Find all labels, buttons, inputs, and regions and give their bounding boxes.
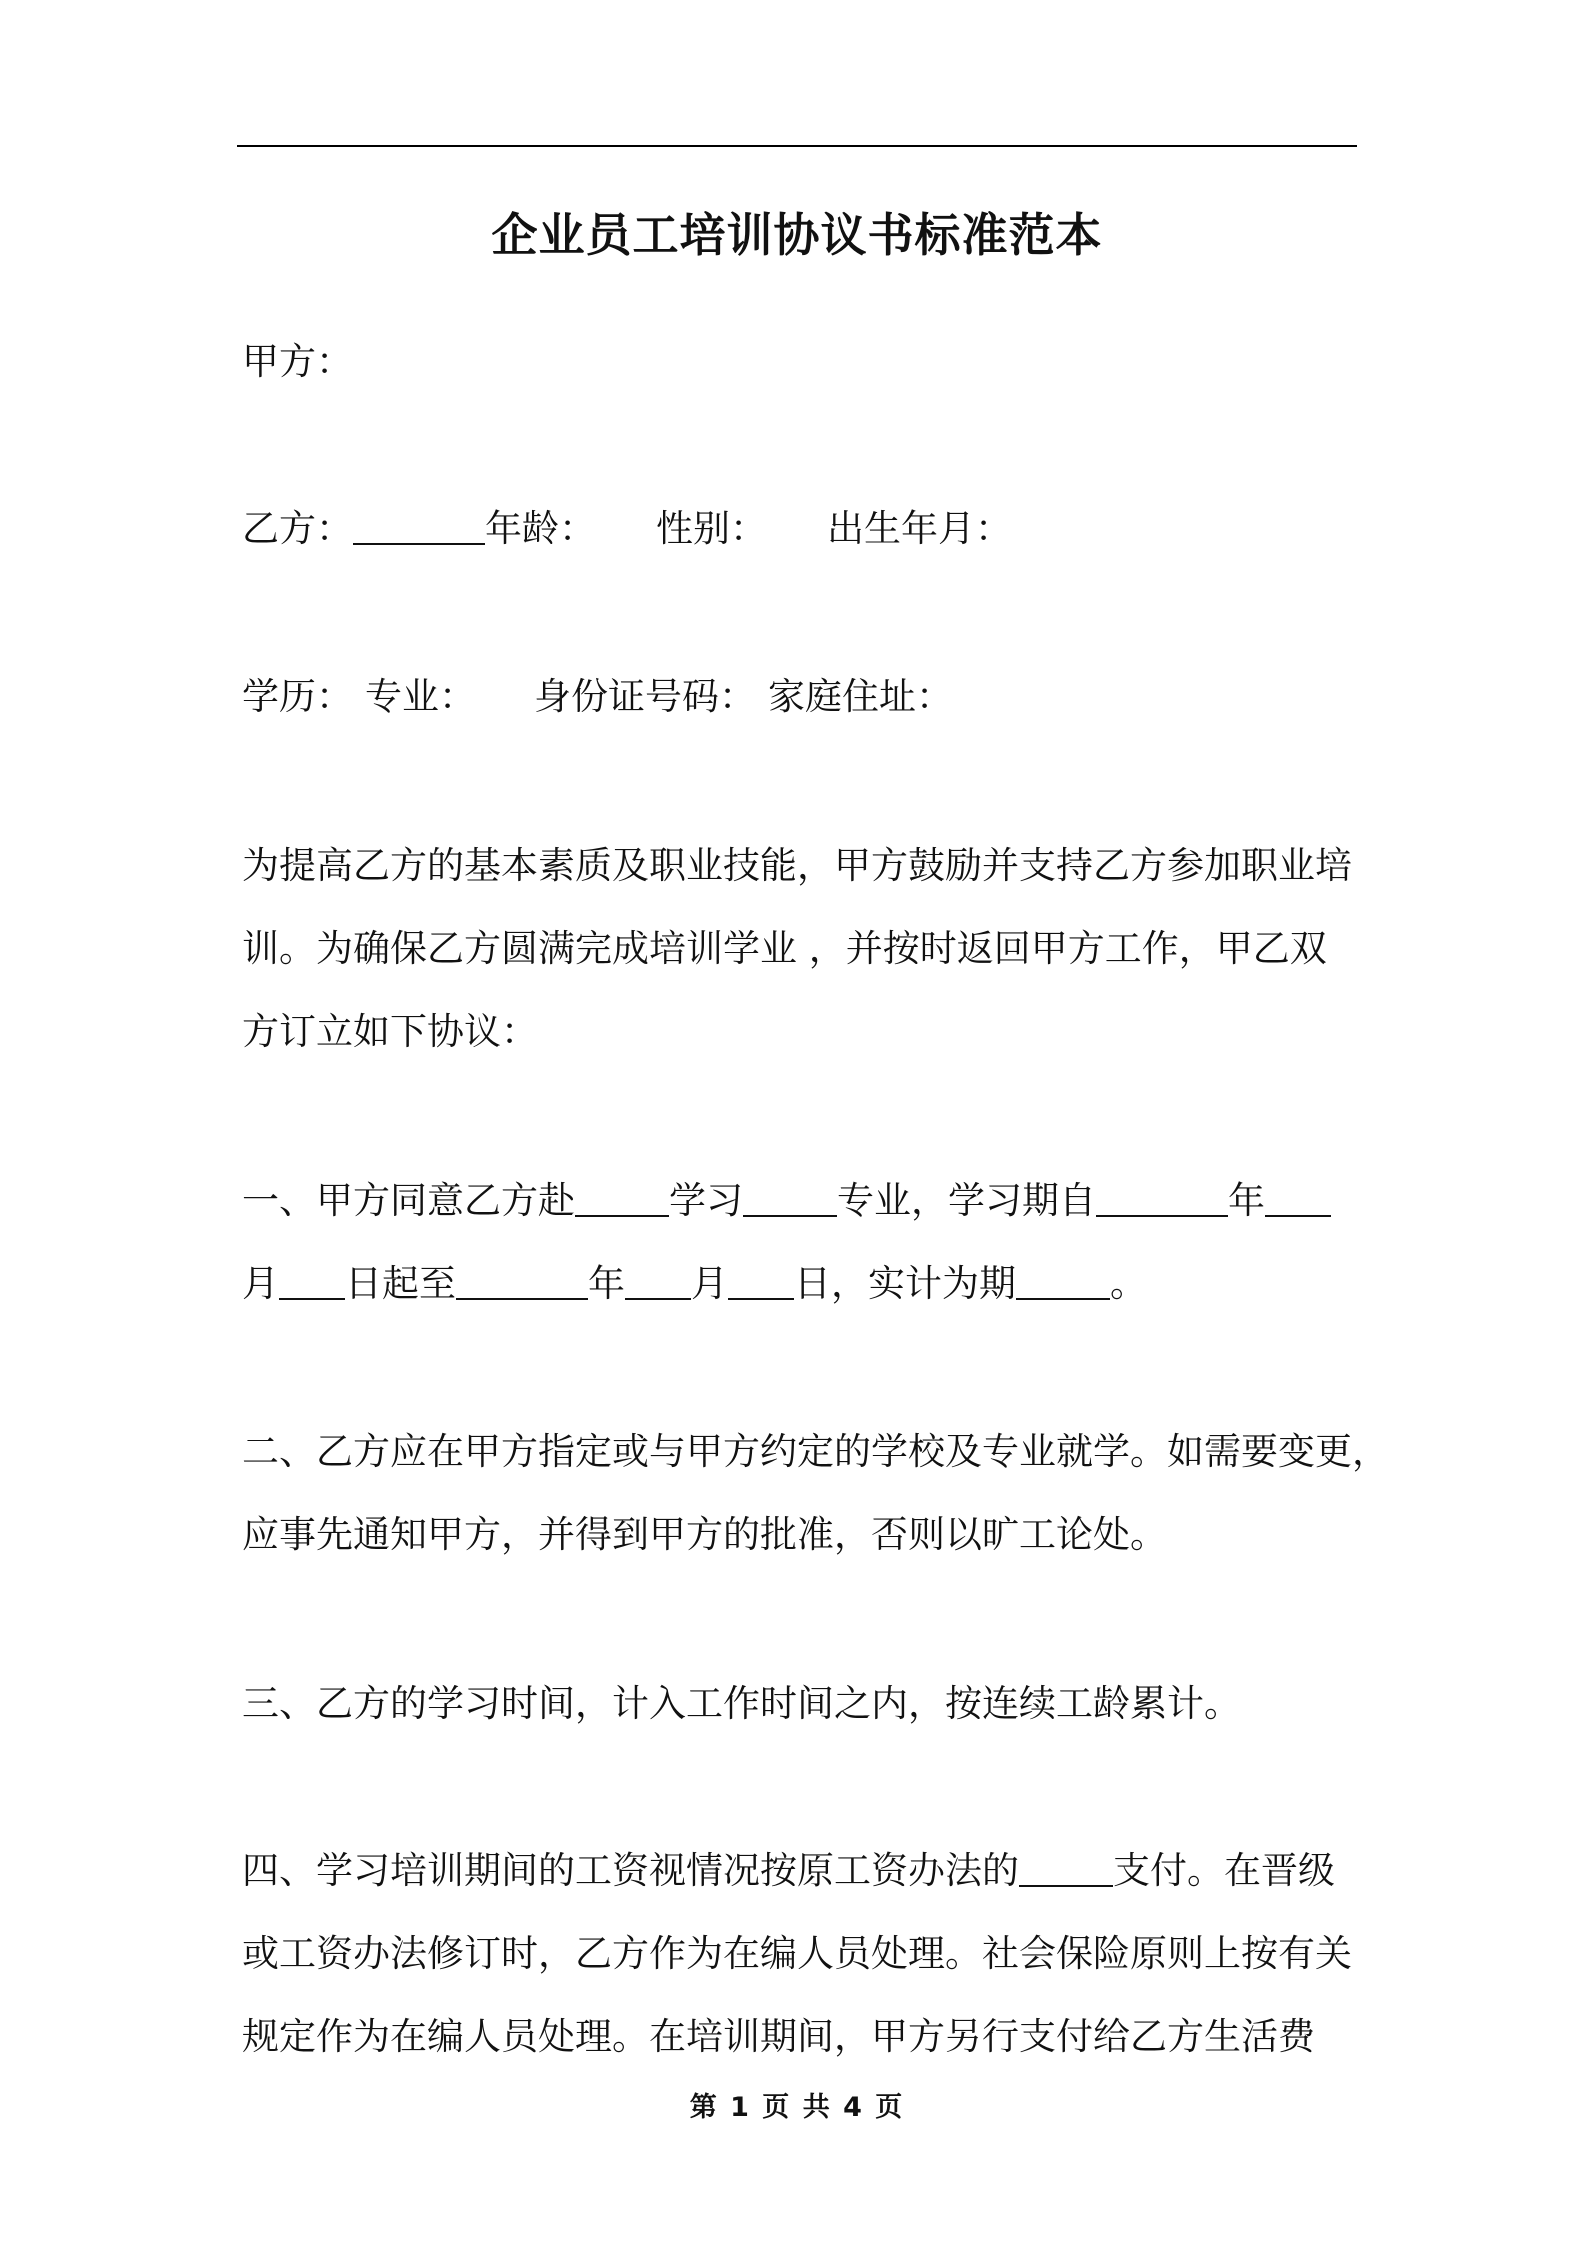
gender-label: 性别：	[656, 507, 767, 550]
clause-2-line-1: 二、乙方应在甲方指定或与甲方约定的学校及专业就学。如需要变更，	[242, 1430, 1389, 1473]
intro-line-2: 训。为确保乙方圆满完成培训学业 ，并按时返回甲方工作，甲乙双	[242, 927, 1327, 970]
start-month-blank[interactable]	[1265, 1178, 1331, 1217]
clause-1-text-d: 年	[1228, 1179, 1265, 1222]
name-blank[interactable]	[353, 506, 485, 545]
clause-2-line-2: 应事先通知甲方，并得到甲方的批准，否则以旷工论处。	[242, 1513, 1167, 1556]
party-b-line	[242, 504, 1012, 554]
education-label: 学历：	[242, 675, 353, 718]
clause-1-text-e: 月	[242, 1262, 279, 1305]
clause-1-text-c: 专业，学习期自	[837, 1179, 1096, 1222]
clause-1-text-h: 月	[691, 1262, 728, 1305]
major-label: 专业：	[365, 675, 476, 718]
pay-ratio-blank[interactable]	[1019, 1848, 1113, 1887]
clause-1-text-i: 日，实计为期	[794, 1262, 1016, 1305]
clause-1-text-f: 日起至	[345, 1262, 456, 1305]
end-month-blank[interactable]	[625, 1261, 691, 1300]
clause-1-line-2	[242, 1259, 1147, 1309]
clause-4-line-3: 规定作为在编人员处理。在培训期间，甲方另行支付给乙方生活费	[242, 2015, 1315, 2058]
address-label: 家庭住址：	[768, 675, 953, 718]
clause-1-line-1	[242, 1176, 1331, 1226]
clause-1-text-a: 一、甲方同意乙方赴	[242, 1179, 575, 1222]
intro-line-3: 方订立如下协议：	[242, 1010, 538, 1053]
clause-1-text-g: 年	[588, 1262, 625, 1305]
major-blank[interactable]	[743, 1178, 837, 1217]
page-footer: 第 1 页 共 4 页	[689, 2092, 905, 2123]
age-label: 年龄：	[485, 507, 596, 550]
school-blank[interactable]	[575, 1178, 669, 1217]
start-day-blank[interactable]	[279, 1261, 345, 1300]
end-year-blank[interactable]	[456, 1261, 588, 1300]
party-b-label: 乙方：	[242, 507, 353, 550]
clause-4-line-2: 或工资办法修订时，乙方作为在编人员处理。社会保险原则上按有关	[242, 1932, 1352, 1975]
party-a-label: 甲方：	[242, 340, 353, 383]
clause-4-line-1	[242, 1846, 1335, 1896]
duration-blank[interactable]	[1016, 1261, 1110, 1300]
education-line	[242, 672, 953, 722]
end-day-blank[interactable]	[728, 1261, 794, 1300]
intro-line-1: 为提高乙方的基本素质及职业技能，甲方鼓励并支持乙方参加职业培	[242, 844, 1352, 887]
start-year-blank[interactable]	[1096, 1178, 1228, 1217]
clause-4-text-b: 支付。在晋级	[1113, 1849, 1335, 1892]
header-rule	[237, 145, 1357, 147]
id-number-label: 身份证号码：	[534, 675, 756, 718]
party-a-line	[242, 337, 353, 387]
clause-1-text-b: 学习	[669, 1179, 743, 1222]
clause-1-text-j: 。	[1110, 1262, 1147, 1305]
clause-4-text-a: 四、学习培训期间的工资视情况按原工资办法的	[242, 1849, 1019, 1892]
document-title: 企业员工培训协议书标准范本	[491, 208, 1103, 262]
clause-3-line-1: 三、乙方的学习时间，计入工作时间之内，按连续工龄累计。	[242, 1682, 1241, 1725]
birth-label: 出生年月：	[827, 507, 1012, 550]
